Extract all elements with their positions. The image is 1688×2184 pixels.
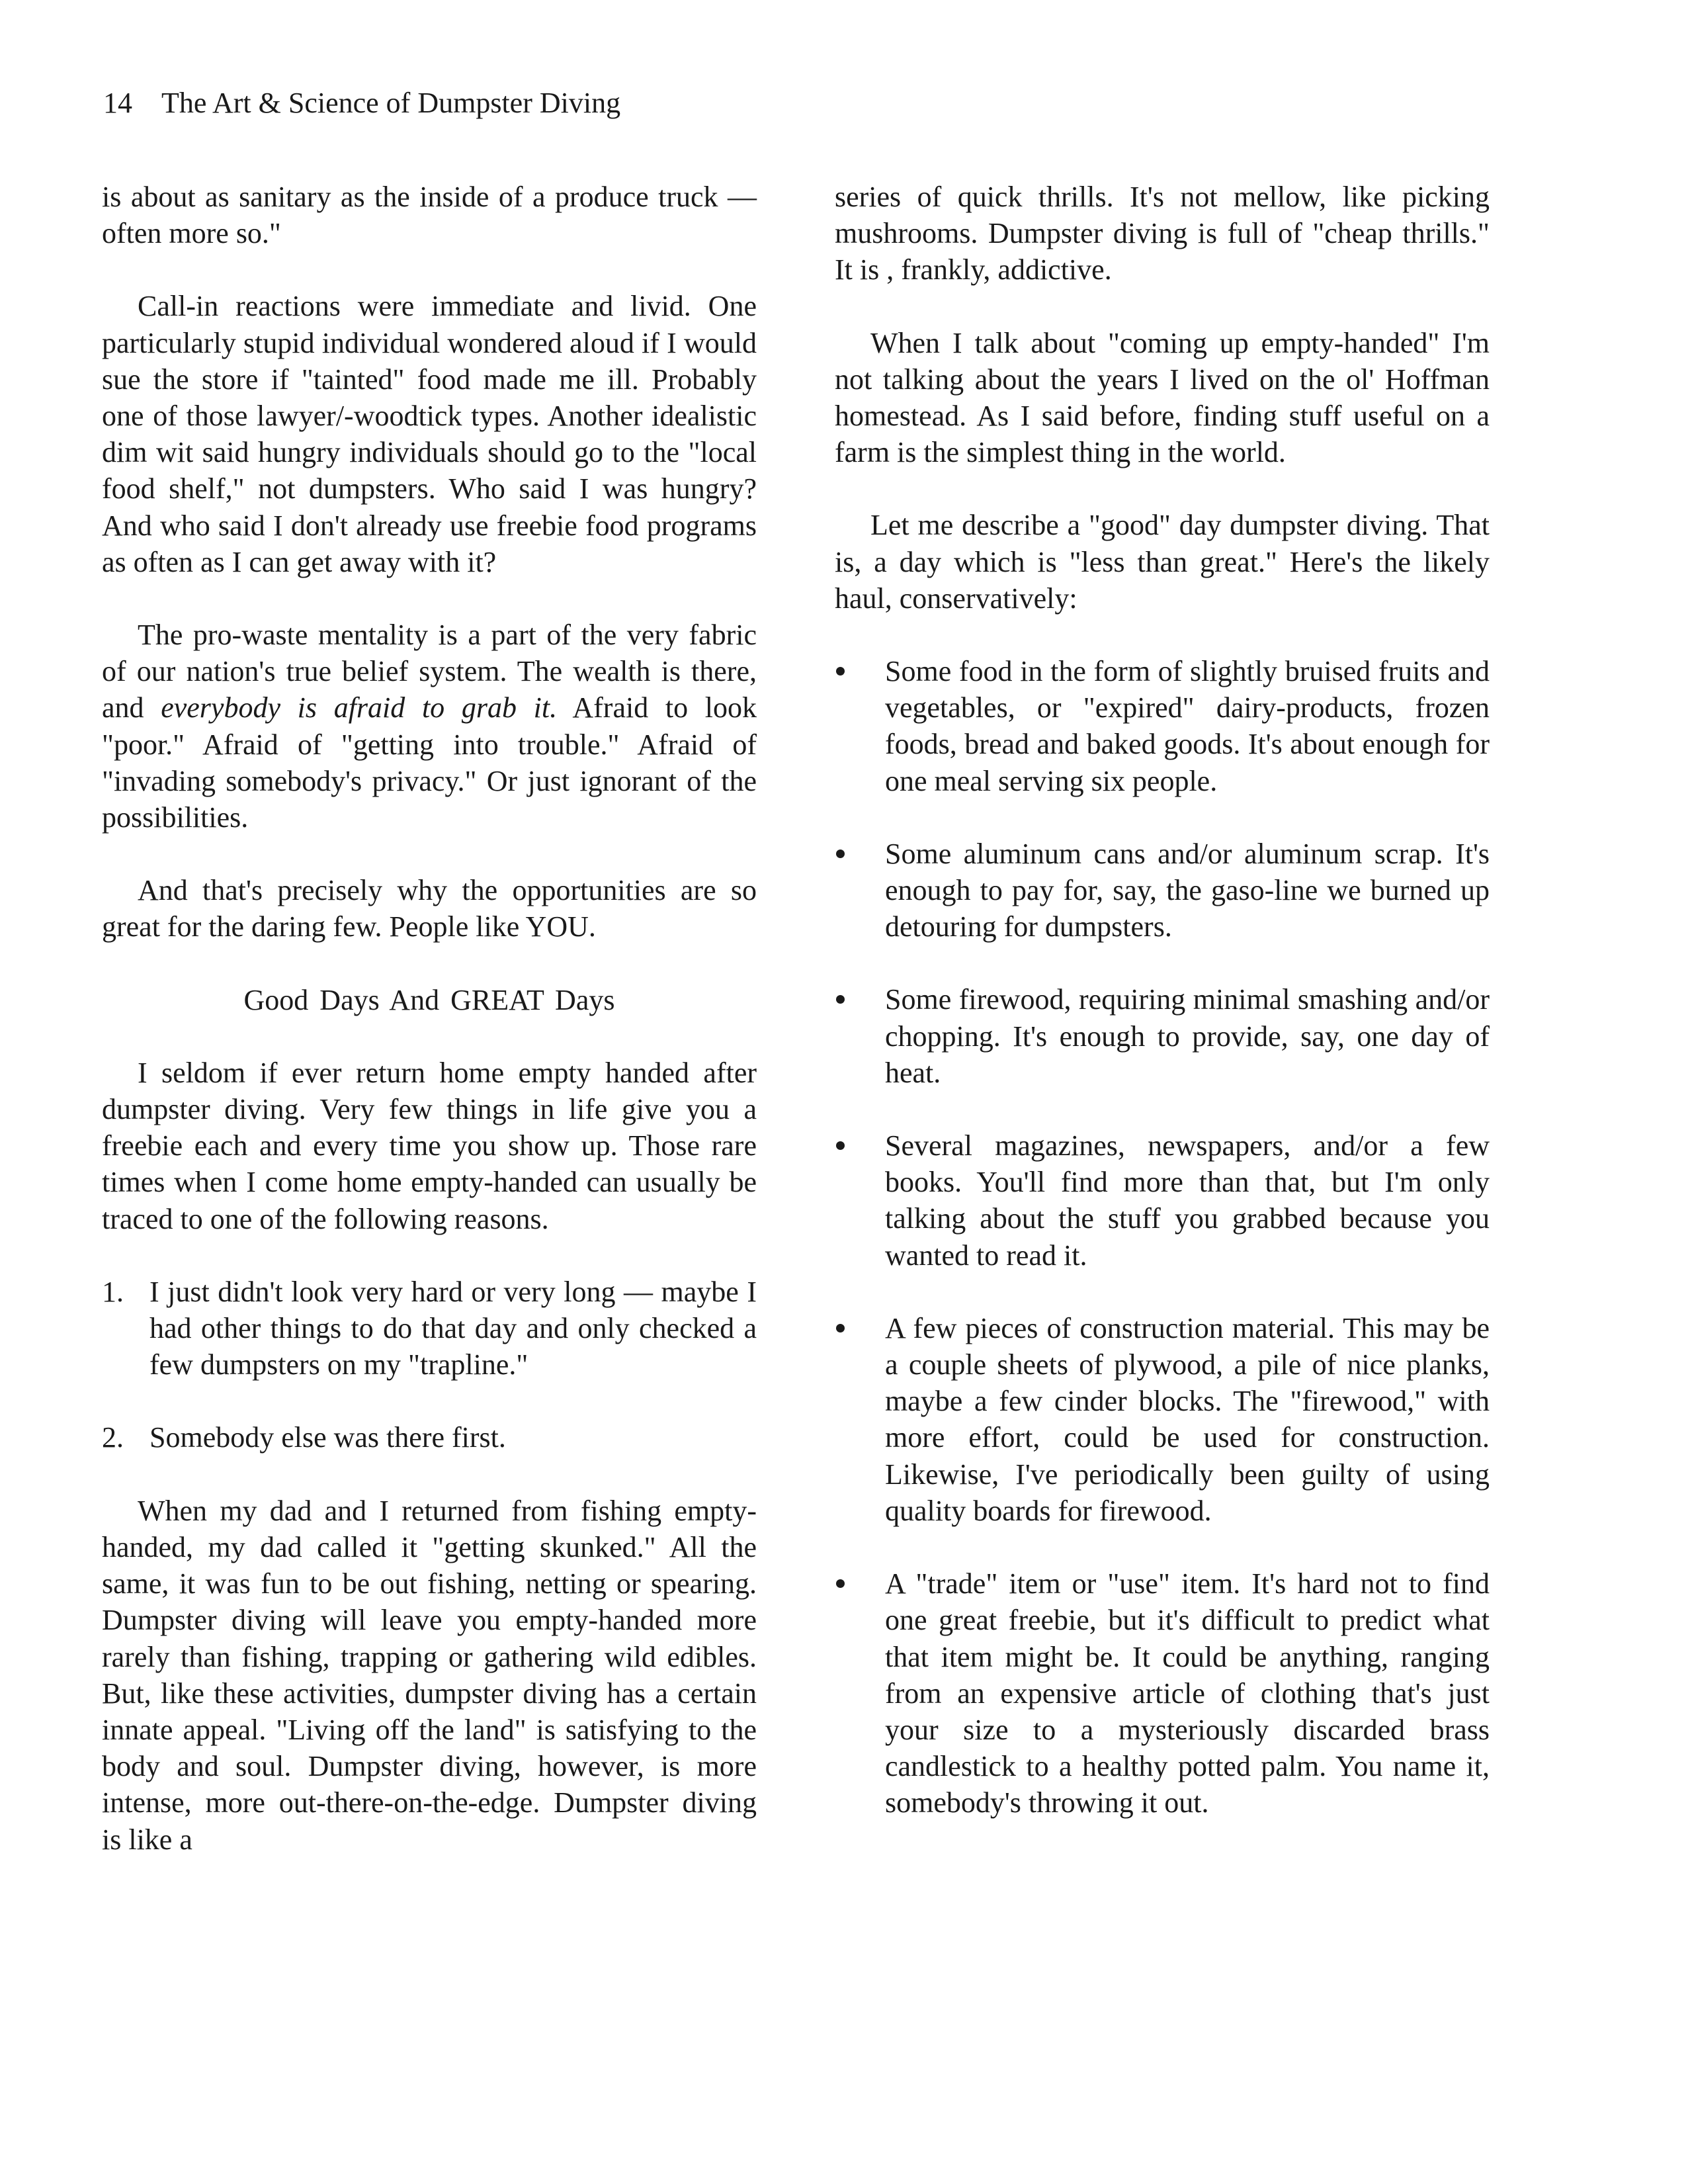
paragraph-call-in-reactions: Call-in reactions were immediate and livid. One particularly stupid individual wondered aloud if I would sue the store if "tainted" food made me ill. Probably one of those lawyer/-woodtick types. Another idealistic dim wit said hungry individuals should go to the "local food shelf," not dumpsters. Who said I was hungry? And who said I don't already use freebie food programs as often as I can get away with it? — [102, 290, 757, 578]
section-subheading: Good Days And GREAT Days — [243, 983, 615, 1016]
list-item — [835, 981, 1490, 1091]
paragraph-fishing: When my dad and I returned from fishing empty-handed, my dad called it "getting skunked." All the same, it was fun to be out fishing, netting or spearing. Dumpster diving will leave you empty-handed more rarely than fishing, trapping or gathering wild edibles. But, like these activities, dumpster diving has a certain innate appeal. "Living off the land" is satisfying to the body and soul. Dumpster diving, however, is more intense, more out-there-on-the-edge. Dumpster diving is like a — [102, 1494, 757, 1856]
list-item — [835, 836, 1490, 945]
paragraph-continued: series of quick thrills. It's not mellow, like picking mushrooms. Dumpster diving is full of "cheap thrills." It is , frankly, addictive. — [835, 181, 1490, 286]
paragraph-text: The pro-waste mentality is a part of the very fabric of our nation's true belief system. The wealth is there, and — [102, 619, 757, 724]
list-item — [835, 1565, 1490, 1821]
paragraph-continued: is about as sanitary as the inside of a produce truck — often more so." — [102, 181, 757, 250]
paragraph-good-day: Let me describe a "good" day dumpster diving. That is, a day which is "less than great." Here's the likely haul, conservatively: — [835, 509, 1490, 615]
bullet-icon — [836, 1141, 845, 1150]
running-head — [103, 85, 620, 122]
list-item — [835, 1127, 1490, 1274]
paragraph-empty-handed: I seldom if ever return home empty handed after dumpster diving. Very few things in life give you a freebie each and every time you show up. Those rare times when I come home empty-handed can usually be traced to one of the following reasons. — [102, 1056, 757, 1235]
list-item-text: A few pieces of construction material. This may be a couple sheets of plywood, a pile of nice planks, maybe a few cinder blocks. The "firewood," with more effort, could be used for construction. Likewise, I've periodically been guilty of using quality boards for firewood. — [885, 1311, 1490, 1527]
paragraph-text: Afraid to look "poor." Afraid of "getting into trouble." Afraid of "invading somebody's privacy." Or just ignorant of the possibilities. — [102, 691, 757, 834]
bullet-icon — [836, 667, 845, 676]
page-number: 14 — [103, 87, 132, 119]
emphasized-text: everybody is afraid to grab it. — [161, 691, 558, 724]
list-item-text: Some food in the form of slightly bruised fruits and vegetables, or "expired" dairy-products, frozen foods, bread and baked goods. It's about enough for one meal serving six people. — [885, 655, 1490, 797]
list-item — [102, 1274, 757, 1383]
list-item-text: Some aluminum cans and/or aluminum scrap. It's enough to pay for, say, the gaso-line we burned up detouring for dumpsters. — [885, 837, 1490, 943]
reasons-list — [102, 1274, 757, 1456]
right-column — [835, 179, 1490, 1858]
list-item-text: Somebody else was there first. — [149, 1421, 506, 1454]
list-item — [835, 653, 1490, 799]
list-item-text: I just didn't look very hard or very long — maybe I had other things to do that day and only checked a few dumpsters on my "trapline." — [149, 1275, 757, 1381]
list-item-text: A "trade" item or "use" item. It's hard not to find one great freebie, but it's difficult to predict what that item might be. It could be anything, ranging from an expensive article of clothing that's just your size to a mysteriously discarded brass candlestick to a healthy potted palm. You name it, somebody's throwing it out. — [885, 1567, 1490, 1819]
left-column — [102, 179, 757, 1894]
list-item-text: Some firewood, requiring minimal smashing and/or chopping. It's enough to provide, say, one day of heat. — [885, 983, 1490, 1089]
haul-list — [835, 653, 1490, 1821]
paragraph-opportunities: And that's precisely why the opportunities are so great for the daring few. People like YOU. — [102, 874, 757, 943]
bullet-icon — [836, 850, 845, 858]
bullet-icon — [836, 1324, 845, 1332]
list-item — [835, 1310, 1490, 1529]
list-item — [102, 1419, 757, 1456]
book-title: The Art & Science of Dumpster Diving — [161, 87, 621, 119]
paragraph-pro-waste-mentality — [102, 617, 757, 836]
list-item-text: Several magazines, newspapers, and/or a few books. You'll find more than that, but I'm only talking about the stuff you grabbed because you wanted to read it. — [885, 1129, 1490, 1272]
list-number: 1. — [102, 1275, 124, 1308]
bullet-icon — [836, 1579, 845, 1588]
list-number: 2. — [102, 1421, 124, 1454]
bullet-icon — [836, 995, 845, 1004]
paragraph-homestead: When I talk about "coming up empty-handed" I'm not talking about the years I lived on the ol' Hoffman homestead. As I said before, finding stuff useful on a farm is the simplest thing in the world. — [835, 326, 1490, 469]
